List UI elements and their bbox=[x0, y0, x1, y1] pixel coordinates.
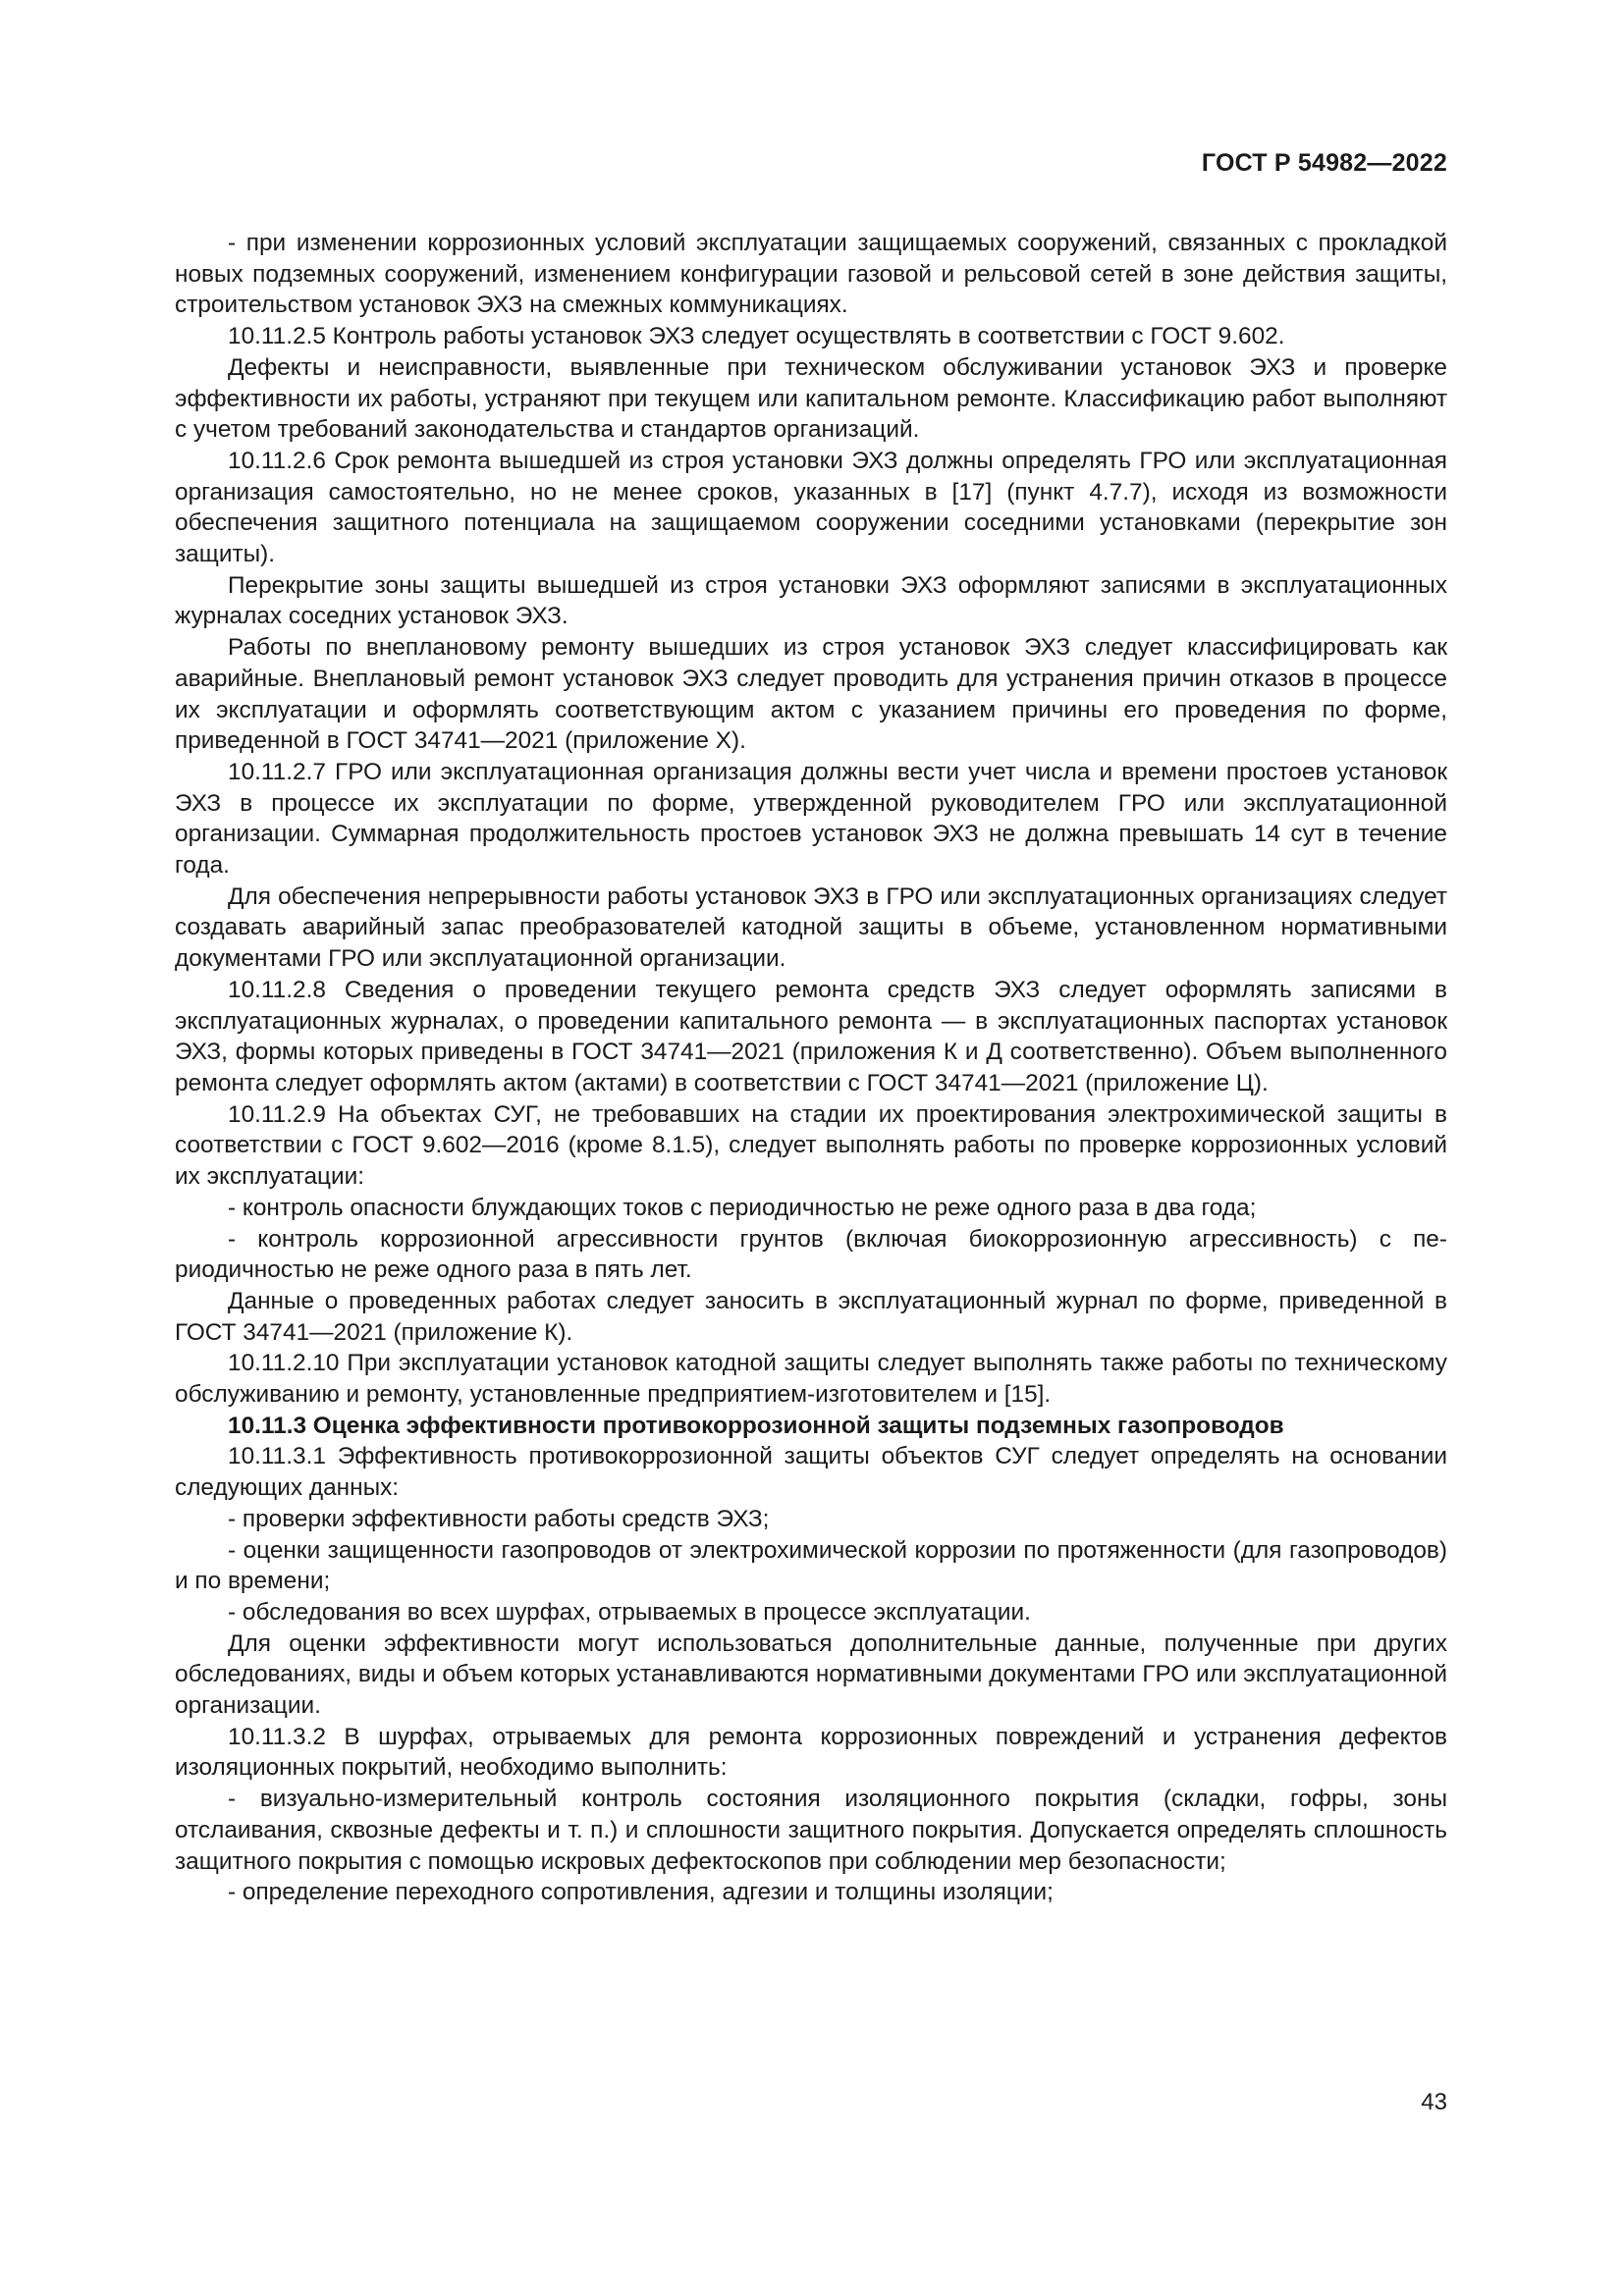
paragraph: - обследования во всех шурфах, отрываемых в процессе эксплуатации. bbox=[228, 1598, 1031, 1626]
paragraph: - оценки защищенности газопроводов от электрохимической коррозии по протяженности (для газопроводов) и по времени; bbox=[175, 1536, 1447, 1595]
paragraph: Для обеспечения непрерывности работы установок ЭХЗ в ГРО или эксплуатационных организациях следует создавать аварийный запас преобразователей катодной защиты в объеме, установленном нормативными документами ГРО или эксплуатационной организации. bbox=[175, 882, 1447, 973]
paragraph: - определение переходного сопротивления, адгезии и толщины изоляции; bbox=[228, 1879, 1054, 1906]
paragraph: 10.11.3.1 Эффективность противокоррозионной защиты объектов СУГ следует определять на основании следующих данных: bbox=[175, 1443, 1447, 1502]
paragraph: 10.11.2.9 На объектах СУГ, не требовавших на стадии их проектирования электрохимической защиты в соответствии с ГОСТ 9.602—2016 (кроме 8.1.5), следует выполнять работы по проверке коррозионных условий их эксплуатации: bbox=[175, 1100, 1447, 1191]
paragraph: - контроль опасности блуждающих токов с периодичностью не реже одного раза в два года; bbox=[228, 1194, 1257, 1221]
paragraph: - контроль коррозионной агрессивности грунтов (включая биокоррозионную агрессивность) с периодичностью не реже одного раза в пять лет. bbox=[175, 1225, 1447, 1284]
paragraph: - проверки эффективности работы средств ЭХЗ; bbox=[228, 1505, 770, 1532]
paragraph: Для оценки эффективности могут использоваться дополнительные данные, полученные при других обследованиях, виды и объем которых устанавливаются нормативными документами ГРО или эксплуатационной организации. bbox=[175, 1629, 1447, 1720]
paragraph: Работы по внеплановому ремонту вышедших из строя установок ЭХЗ следует классифицировать как аварийные. Внеплановый ремонт установок ЭХЗ следует проводить для устранения причин отказов в процессе их эксплуатации и оформлять соответствующим актом с указанием причины его проведения по форме, приведенной в ГОСТ 34741—2021 (приложение Х). bbox=[175, 634, 1447, 755]
paragraph: 10.11.2.10 При эксплуатации установок катодной защиты следует выполнять также работы по техническому обслуживанию и ремонту, установленные предприятием-изготовителем и [15]. bbox=[175, 1350, 1447, 1409]
document-body bbox=[175, 228, 1447, 1908]
paragraph: 10.11.2.8 Сведения о проведении текущего ремонта средств ЭХЗ следует оформлять записями в эксплуатационных журналах, о проведении капитального ремонта — в эксплуатационных паспортах установок ЭХЗ, формы которых приведены в ГОСТ 34741—2021 (приложения К и Д соответственно). Объем выполненного ремонта следует оформлять актом (актами) в соответствии с ГОСТ 34741—2021 (приложение Ц). bbox=[175, 976, 1447, 1096]
paragraph: Дефекты и неисправности, выявленные при техническом обслуживании установок ЭХЗ и проверке эффективности их работы, устраняют при текущем или капитальном ремонте. Классификацию работ выполняют с учетом требований законодательства и стандартов организаций. bbox=[175, 353, 1447, 444]
paragraph: Перекрытие зоны защиты вышедшей из строя установки ЭХЗ оформляют записями в эксплуатационных журналах соседних установок ЭХЗ. bbox=[175, 571, 1447, 630]
paragraph: Данные о проведенных работах следует заносить в эксплуатационный журнал по форме, приведенной в ГОСТ 34741—2021 (приложение К). bbox=[175, 1287, 1447, 1346]
paragraph: 10.11.3.2 В шурфах, отрываемых для ремонта коррозионных повреждений и устранения дефектов изоляционных покрытий, необходимо выполнить: bbox=[175, 1723, 1447, 1782]
section-heading: 10.11.3 Оценка эффективности противокоррозионной защиты подземных газопроводов bbox=[228, 1412, 1284, 1439]
paragraph: - при изменении коррозионных условий эксплуатации защищаемых сооружений, связанных с прокладкой новых подземных сооружений, изменением конфигурации газовой и рельсовой сетей в зоне действия защиты, строительством установок ЭХЗ на смежных коммуникациях. bbox=[175, 230, 1447, 319]
page-number: 43 bbox=[1421, 2089, 1447, 2115]
paragraph: - визуально-измерительный контроль состояния изоляционного покрытия (складки, гофры, зоны отслаивания, сквозные дефекты и т. п.) и сплошности защитного покрытия. Допускается определять сплошность защитного покрытия с помощью искровых дефектоскопов при соблюдении мер безопасности; bbox=[175, 1786, 1447, 1875]
document-code-header: ГОСТ Р 54982—2022 bbox=[1201, 149, 1447, 177]
paragraph: 10.11.2.6 Срок ремонта вышедшей из строя установки ЭХЗ должны определять ГРО или эксплуатационная организация самостоятельно, но не менее сроков, указанных в [17] (пункт 4.7.7), исходя из возможности обеспечения защитного потенциала на защищаемом сооружении соседними установками (перекрытие зон защиты). bbox=[175, 447, 1447, 568]
paragraph: 10.11.2.5 Контроль работы установок ЭХЗ следует осуществлять в соответствии с ГОСТ 9.602. bbox=[228, 323, 1285, 350]
paragraph: 10.11.2.7 ГРО или эксплуатационная организация должны вести учет числа и времени простоев установок ЭХЗ в процессе их эксплуатации по форме, утвержденной руководителем ГРО или эксплуатационной организации. Суммарная продолжительность простоев установок ЭХЗ не должна превышать 14 сут в течение года. bbox=[175, 758, 1447, 880]
